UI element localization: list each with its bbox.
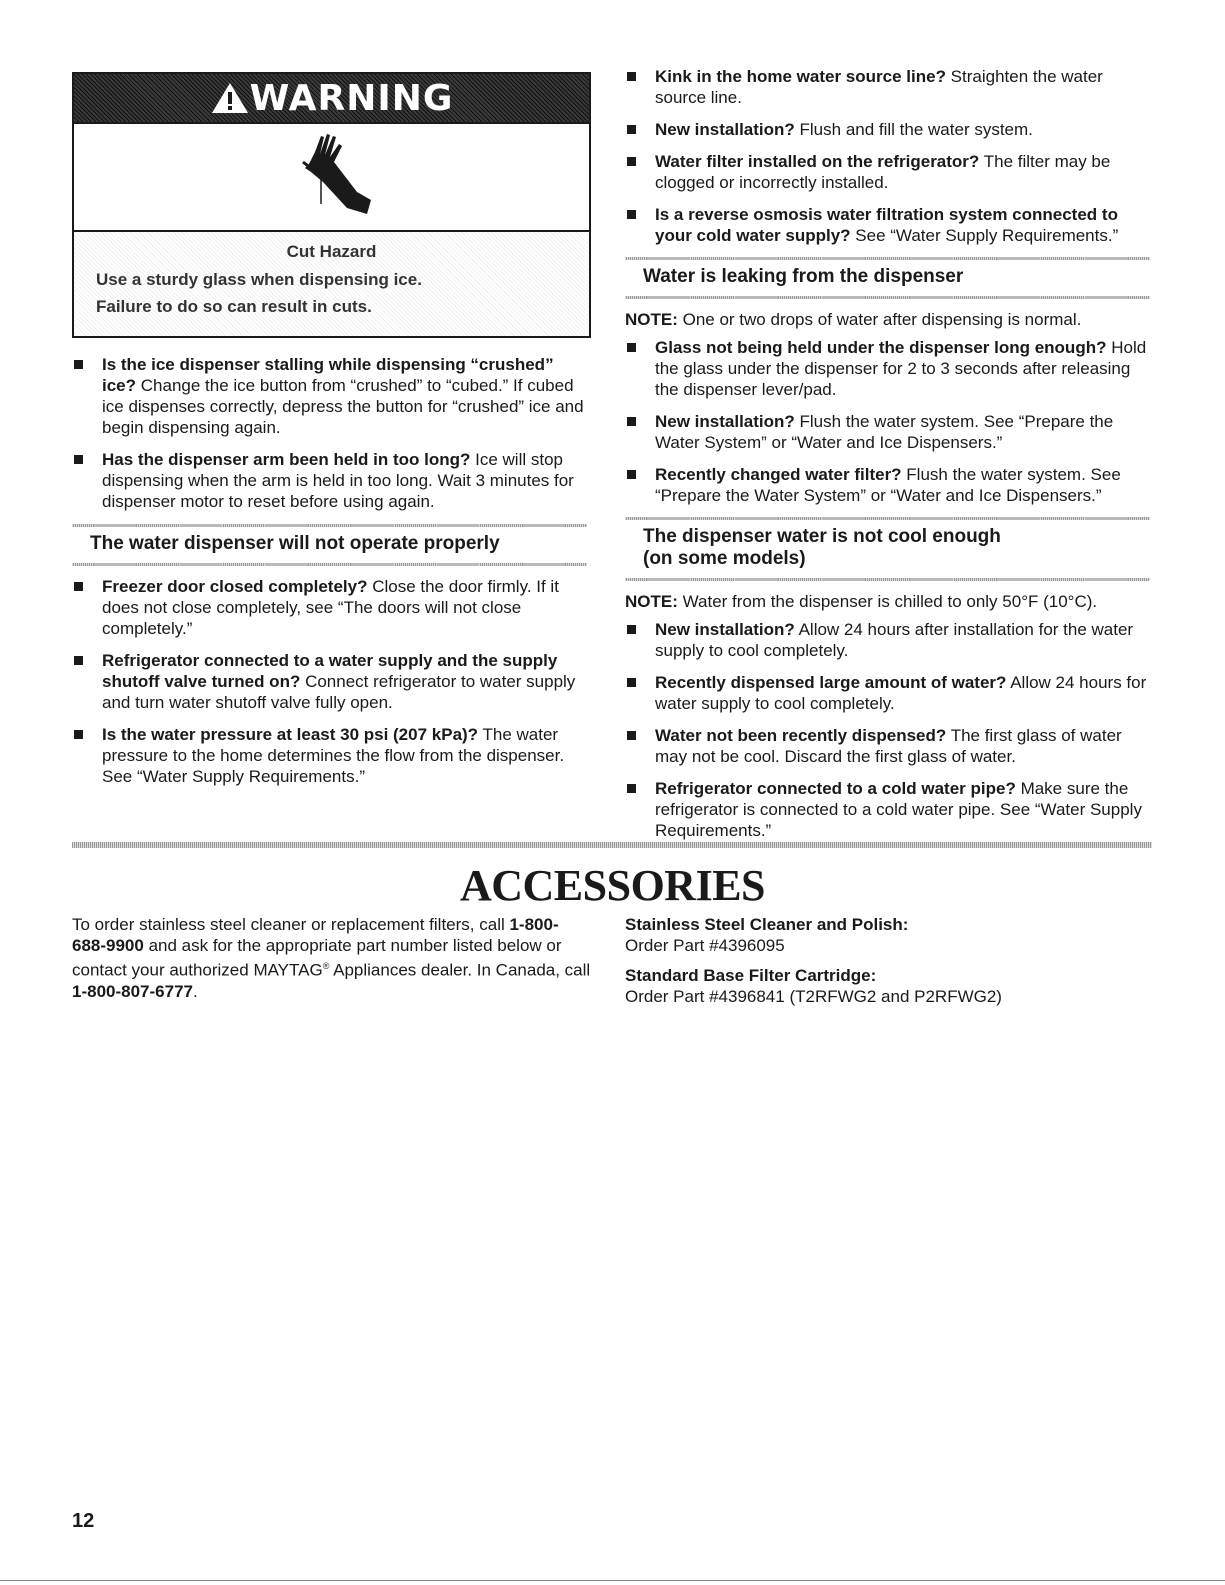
accessories-intro: To order stainless steel cleaner or replacement filters, call 1-800-688-9900 and ask for the appropriate part number listed below or contact your authorized MAYTAG® Appliances dealer. In Canada, call 1-800-807-6777. [72,915,591,1001]
list-item: Is a reverse osmosis water filtration system connected to your cold water supply? See “Water Supply Requirements.” [625,204,1150,246]
divider [0,1580,1225,1581]
bullet-icon [74,455,83,464]
list-item: Recently changed water filter? Flush the water system. See “Prepare the Water System” or “Water and Ice Dispensers.” [625,464,1150,506]
list-item: Kink in the home water source line? Straighten the water source line. [625,66,1150,108]
phone-us: 1-800-688-9900 [72,915,559,955]
section-heading: The water dispenser will not operate properly [90,533,500,554]
bullet-icon [627,157,636,166]
hazard-name: Cut Hazard [286,242,377,261]
accessories-title: ACCESSORIES [459,861,766,910]
bullet-icon [627,784,636,793]
phone-canada: 1-800-807-6777 [72,981,193,1001]
left-column [72,72,587,798]
list-item: Recently dispensed large amount of water? Allow 24 hours for water supply to cool completely. [625,672,1150,714]
water-supply-list [625,66,1150,246]
water-dispenser-list [72,576,587,787]
section-heading: The dispenser water is not cool enough (on some models) [643,526,1001,569]
ice-dispenser-list [72,354,587,512]
list-item: Water not been recently dispensed? The first glass of water may not be cool. Discard the first glass of water. [625,725,1150,767]
accessory-item: Standard Base Filter Cartridge: Order Part #4396841 (T2RFWG2 and P2RFWG2) [625,966,1002,1006]
page-number: 12 [72,1510,95,1532]
bullet-icon [74,582,83,591]
list-item: Glass not being held under the dispenser long enough? Hold the glass under the dispenser for 2 to 3 seconds after releasing the dispenser lever/pad. [625,337,1150,400]
warning-header [74,74,589,124]
accessories-parts [625,914,1150,1016]
bullet-icon [627,343,636,352]
bullet-icon [627,731,636,740]
bullet-icon [627,625,636,634]
section-heading: Water is leaking from the dispenser [643,266,964,287]
list-item: New installation? Allow 24 hours after installation for the water supply to cool completely. [625,619,1150,661]
list-item: Refrigerator connected to a cold water pipe? Make sure the refrigerator is connected to a cold water pipe. See “Water Supply Requirements.” [625,778,1150,841]
bullet-icon [627,417,636,426]
list-item: Freezer door closed completely? Close the door firmly. If it does not close completely, see “The doors will not close completely.” [72,576,587,639]
cut-hazard-hand-icon [287,132,377,222]
accessory-item: Stainless Steel Cleaner and Polish: Order Part #4396095 [625,915,909,955]
bullet-icon [74,360,83,369]
bullet-icon [627,125,636,134]
list-item: New installation? Flush and fill the water system. [625,119,1150,140]
bullet-icon [74,730,83,739]
warning-line-2: Failure to do so can result in cuts. [96,297,372,316]
list-item: Water filter installed on the refrigerator? The filter may be clogged or incorrectly installed. [625,151,1150,193]
note: NOTE: One or two drops of water after dispensing is normal. [625,310,1082,329]
bullet-icon [74,656,83,665]
right-column [625,66,1150,852]
list-item: Refrigerator connected to a water supply and the supply shutoff valve turned on? Connect refrigerator to water supply and turn water shutoff valve fully open. [72,650,587,713]
bullet-icon [627,470,636,479]
divider [72,842,1152,848]
cool-list [625,619,1150,841]
bullet-icon [627,210,636,219]
bullet-icon [627,678,636,687]
bullet-icon [627,72,636,81]
warning-box [72,72,591,338]
warning-line-1: Use a sturdy glass when dispensing ice. [96,270,422,289]
list-item: Is the ice dispenser stalling while dispensing “crushed” ice? Change the ice button from “crushed” to “cubed.” If cubed ice dispenses correctly, depress the button for “crushed” ice and begin dispensing again. [72,354,587,438]
list-item: Is the water pressure at least 30 psi (207 kPa)? The water pressure to the home determines the flow from the dispenser. See “Water Supply Requirements.” [72,724,587,787]
leaking-list [625,337,1150,506]
warning-title: WARNING [249,77,454,119]
list-item: Has the dispenser arm been held in too long? Ice will stop dispensing when the arm is held in too long. Wait 3 minutes for dispenser motor to reset before using again. [72,449,587,512]
note: NOTE: Water from the dispenser is chilled to only 50°F (10°C). [625,592,1098,611]
list-item: New installation? Flush the water system. See “Prepare the Water System” or “Water and Ice Dispensers.” [625,411,1150,453]
warning-triangle-icon [210,81,250,115]
